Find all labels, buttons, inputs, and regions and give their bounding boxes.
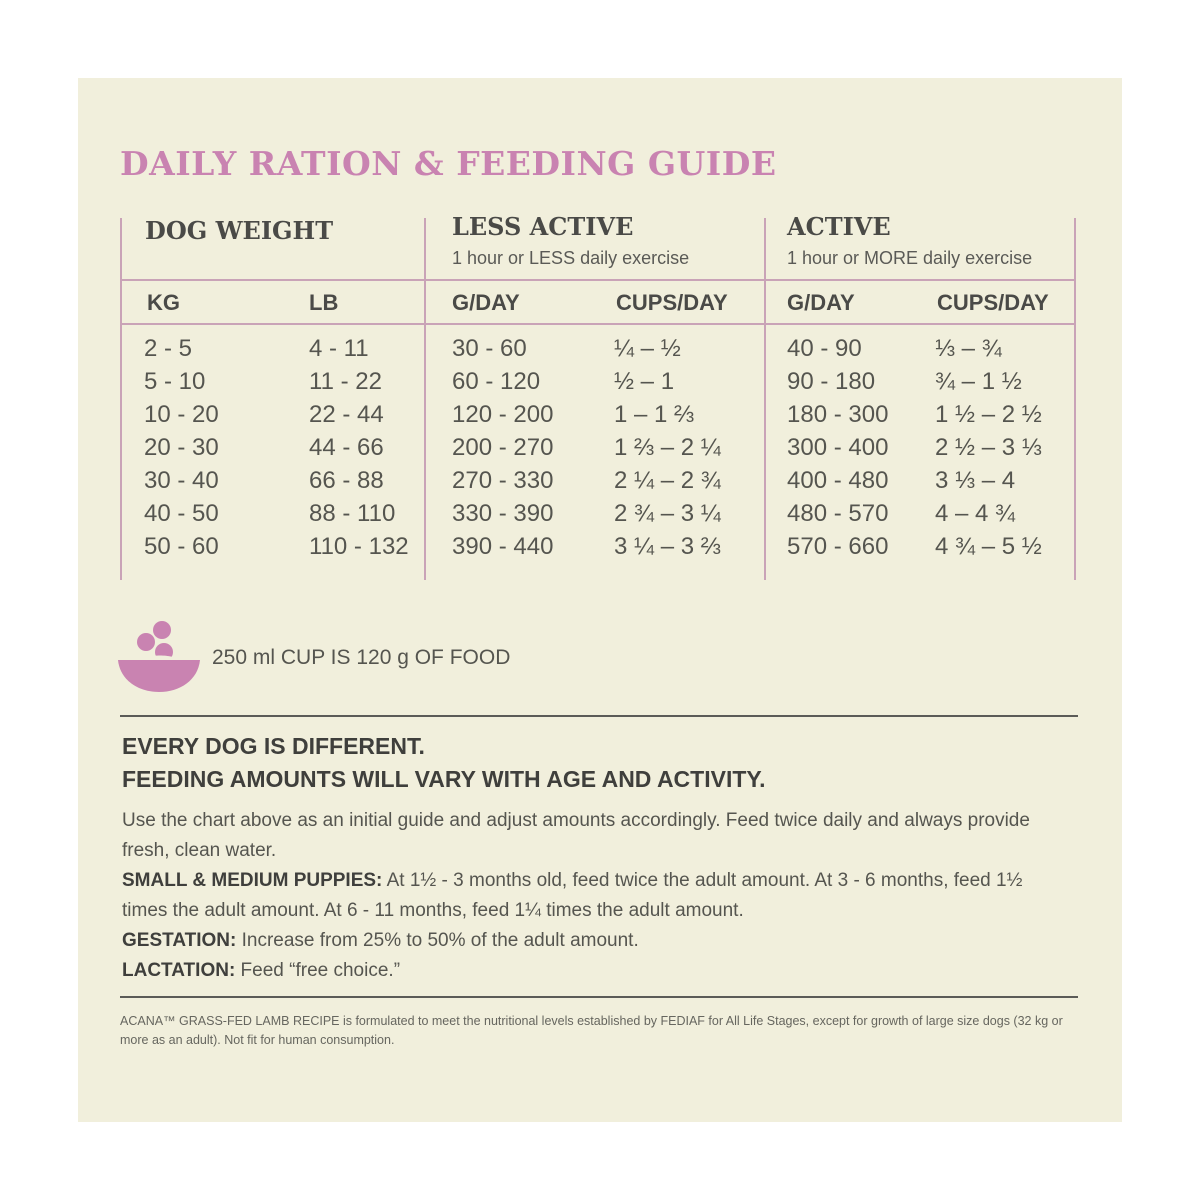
section-divider-bottom xyxy=(120,996,1078,998)
gestation-text: Increase from 25% to 50% of the adult amount. xyxy=(236,930,639,951)
headline-feeding-amounts: FEEDING AMOUNTS WILL VARY WITH AGE AND ACTIVITY. xyxy=(122,766,766,792)
group-header-less-active: LESS ACTIVE xyxy=(452,212,634,241)
table-cell-less-cups: 3 ¼ – 3 ⅔ xyxy=(614,533,721,560)
table-cell-lb: 66 - 88 xyxy=(309,467,384,494)
table-cell-active-cups: ¾ – 1 ½ xyxy=(935,368,1022,395)
table-cell-less-g: 60 - 120 xyxy=(452,368,541,395)
table-cell-kg: 5 - 10 xyxy=(144,368,206,395)
table-border-left xyxy=(120,218,122,580)
table-cell-active-cups: ⅓ – ¾ xyxy=(935,335,1002,362)
table-header-rule xyxy=(120,279,1076,281)
table-cell-lb: 110 - 132 xyxy=(309,533,409,560)
table-cell-active-g: 180 - 300 xyxy=(787,401,889,428)
puppies-text: At 1½ - 3 months old, feed twice the adult amount. At 3 - 6 months, feed 1½ times the adult amount. At 6 - 11 months, feed 1¼ times the adult amount. xyxy=(122,870,1023,921)
table-cell-less-cups: 2 ¼ – 2 ¾ xyxy=(614,467,721,494)
column-header-less-cups-day: CUPS/DAY xyxy=(616,290,728,315)
table-cell-active-cups: 2 ½ – 3 ⅓ xyxy=(935,434,1042,461)
column-kg xyxy=(144,334,219,565)
column-header-active-cups-day: CUPS/DAY xyxy=(937,290,1049,315)
feeding-guide-panel xyxy=(78,78,1122,1122)
table-cell-less-cups: 1 ⅔ – 2 ¼ xyxy=(614,434,721,461)
table-cell-active-g: 400 - 480 xyxy=(787,467,889,494)
table-cell-lb: 11 - 22 xyxy=(309,368,382,395)
table-cell-less-cups: 1 – 1 ⅔ xyxy=(614,401,695,428)
group-subheader-less-active: 1 hour or LESS daily exercise xyxy=(452,248,690,268)
intro-paragraph: Use the chart above as an initial guide and adjust amounts accordingly. Feed twice daily and always provide fresh, clean water. xyxy=(122,810,1030,861)
table-cell-less-g: 200 - 270 xyxy=(452,434,554,461)
table-cell-active-g: 480 - 570 xyxy=(787,500,889,527)
table-cell-less-cups: ½ – 1 xyxy=(614,368,675,395)
table-cell-active-g: 300 - 400 xyxy=(787,434,889,461)
column-header-lb: LB xyxy=(309,290,339,315)
column-lb xyxy=(309,334,409,565)
group-subheader-active: 1 hour or MORE daily exercise xyxy=(787,248,1033,268)
table-cell-kg: 10 - 20 xyxy=(144,401,219,428)
page-title: DAILY RATION & FEEDING GUIDE xyxy=(120,144,777,183)
table-cell-kg: 40 - 50 xyxy=(144,500,219,527)
column-active-cups-day xyxy=(935,334,1042,565)
table-cell-less-g: 390 - 440 xyxy=(452,533,554,560)
table-cell-active-cups: 1 ½ – 2 ½ xyxy=(935,401,1042,428)
group-header-dog-weight: DOG WEIGHT xyxy=(145,216,334,245)
table-cell-lb: 22 - 44 xyxy=(309,401,384,428)
food-bowl-icon xyxy=(118,620,200,692)
table-cell-active-cups: 4 ¾ – 5 ½ xyxy=(935,533,1042,560)
table-subheader-rule xyxy=(120,323,1076,325)
headline-every-dog: EVERY DOG IS DIFFERENT. xyxy=(122,733,425,759)
table-cell-kg: 50 - 60 xyxy=(144,533,219,560)
puppies-paragraph xyxy=(122,866,1072,926)
table-cell-active-cups: 3 ⅓ – 4 xyxy=(935,467,1016,494)
table-cell-kg: 20 - 30 xyxy=(144,434,219,461)
table-cell-less-g: 270 - 330 xyxy=(452,467,554,494)
column-less-cups-day xyxy=(614,334,721,565)
column-header-active-g-day: G/DAY xyxy=(787,290,855,315)
disclaimer-text: ACANA™ GRASS-FED LAMB RECIPE is formulated to meet the nutritional levels established by FEDIAF for All Life Stages, except for growth of large size dogs (32 kg or more as an adult). Not fit for human consumption. xyxy=(120,1014,1063,1047)
column-less-g-day xyxy=(452,334,553,565)
lactation-label: LACTATION: xyxy=(122,960,236,981)
table-cell-active-g: 570 - 660 xyxy=(787,533,889,560)
column-header-kg: KG xyxy=(147,290,180,315)
table-cell-active-cups: 4 – 4 ¾ xyxy=(935,500,1016,527)
table-cell-kg: 30 - 40 xyxy=(144,467,219,494)
table-divider-2 xyxy=(764,218,766,580)
table-cell-lb: 88 - 110 xyxy=(309,500,396,527)
table-cell-less-g: 120 - 200 xyxy=(452,401,554,428)
cup-measure-note: 250 ml CUP IS 120 g OF FOOD xyxy=(212,646,511,669)
gestation-label: GESTATION: xyxy=(122,930,237,951)
table-cell-less-g: 30 - 60 xyxy=(452,335,527,362)
column-header-less-g-day: G/DAY xyxy=(452,290,520,315)
table-border-right xyxy=(1074,218,1076,580)
puppies-label: SMALL & MEDIUM PUPPIES: xyxy=(122,870,383,891)
section-divider-top xyxy=(120,715,1078,717)
table-divider-1 xyxy=(424,218,426,580)
lactation-text: Feed “free choice.” xyxy=(235,960,401,981)
table-cell-less-cups: 2 ¾ – 3 ¼ xyxy=(614,500,721,527)
table-cell-lb: 4 - 11 xyxy=(309,335,369,362)
gestation-paragraph xyxy=(122,926,1072,956)
column-active-g-day xyxy=(787,334,888,565)
table-cell-less-cups: ¼ – ½ xyxy=(614,335,681,362)
table-cell-active-g: 90 - 180 xyxy=(787,368,876,395)
lactation-paragraph xyxy=(122,956,1072,986)
table-cell-active-g: 40 - 90 xyxy=(787,335,862,362)
table-cell-less-g: 330 - 390 xyxy=(452,500,554,527)
group-header-active: ACTIVE xyxy=(787,212,891,241)
table-cell-kg: 2 - 5 xyxy=(144,335,193,362)
table-cell-lb: 44 - 66 xyxy=(309,434,384,461)
